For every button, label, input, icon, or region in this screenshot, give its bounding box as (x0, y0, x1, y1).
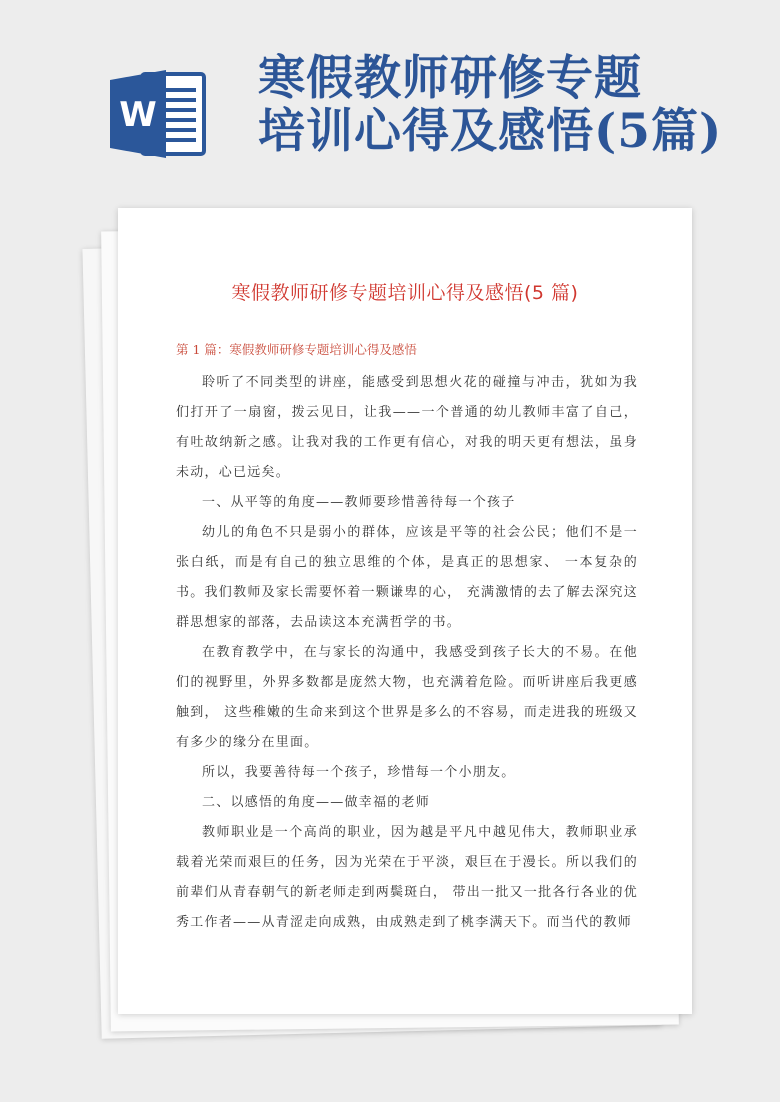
page-title-line-2: 培训心得及感悟(5篇) (258, 104, 723, 159)
document-body (176, 368, 638, 938)
word-icon (108, 66, 208, 162)
subheading: 二、以感悟的角度——做幸福的老师 (202, 795, 431, 810)
page-title-line-1: 寒假教师研修专题 (258, 51, 642, 106)
subheading: 一、从平等的角度——教师要珍惜善待每一个孩子 (202, 495, 516, 510)
paragraph: 教师职业是一个高尚的职业，因为越是平凡中越见伟大，教师职业承载着光荣而艰巨的任务，因为光荣在于平淡，艰巨在于漫长。所以我们的前辈们从青春朝气的新老师走到两鬓斑白， 带出一批又一批各行各业的优秀工作者——从青涩走向成熟，由成熟走到了桃李满天下。而当代的教师 (176, 825, 638, 930)
paragraph: 聆听了不同类型的讲座，能感受到思想火花的碰撞与冲击，犹如为我们打开了一扇窗，拨云见日，让我——一个普通的幼儿教师丰富了自己，有吐故纳新之感。让我对我的工作更有信心，对我的明天更有想法，虽身未动，心已远矣。 (176, 375, 638, 480)
section-heading: 第 1 篇：寒假教师研修专题培训心得及感悟 (176, 342, 417, 357)
paragraph: 所以，我要善待每一个孩子，珍惜每一个小朋友。 (202, 765, 516, 780)
word-logo-letter: W (119, 95, 157, 135)
paragraph: 在教育教学中，在与家长的沟通中，我感受到孩子长大的不易。在他们的视野里，外界多数都是庞然大物，也充满着危险。而听讲座后我更感触到， 这些稚嫩的生命来到这个世界是多么的不容易，而走进我的班级又有多少的缘分在里面。 (176, 645, 638, 750)
document-page (118, 208, 692, 1014)
page-title (258, 52, 768, 158)
paragraph: 幼儿的角色不只是弱小的群体，应该是平等的社会公民；他们不是一张白纸，而是有自己的独立思维的个体，是真正的思想家、 一本复杂的书。我们教师及家长需要怀着一颗谦卑的心， 充满激情的去了解去深究这群思想家的部落，去品读这本充满哲学的书。 (176, 525, 638, 630)
document-title: 寒假教师研修专题培训心得及感悟(5 篇) (231, 282, 579, 304)
